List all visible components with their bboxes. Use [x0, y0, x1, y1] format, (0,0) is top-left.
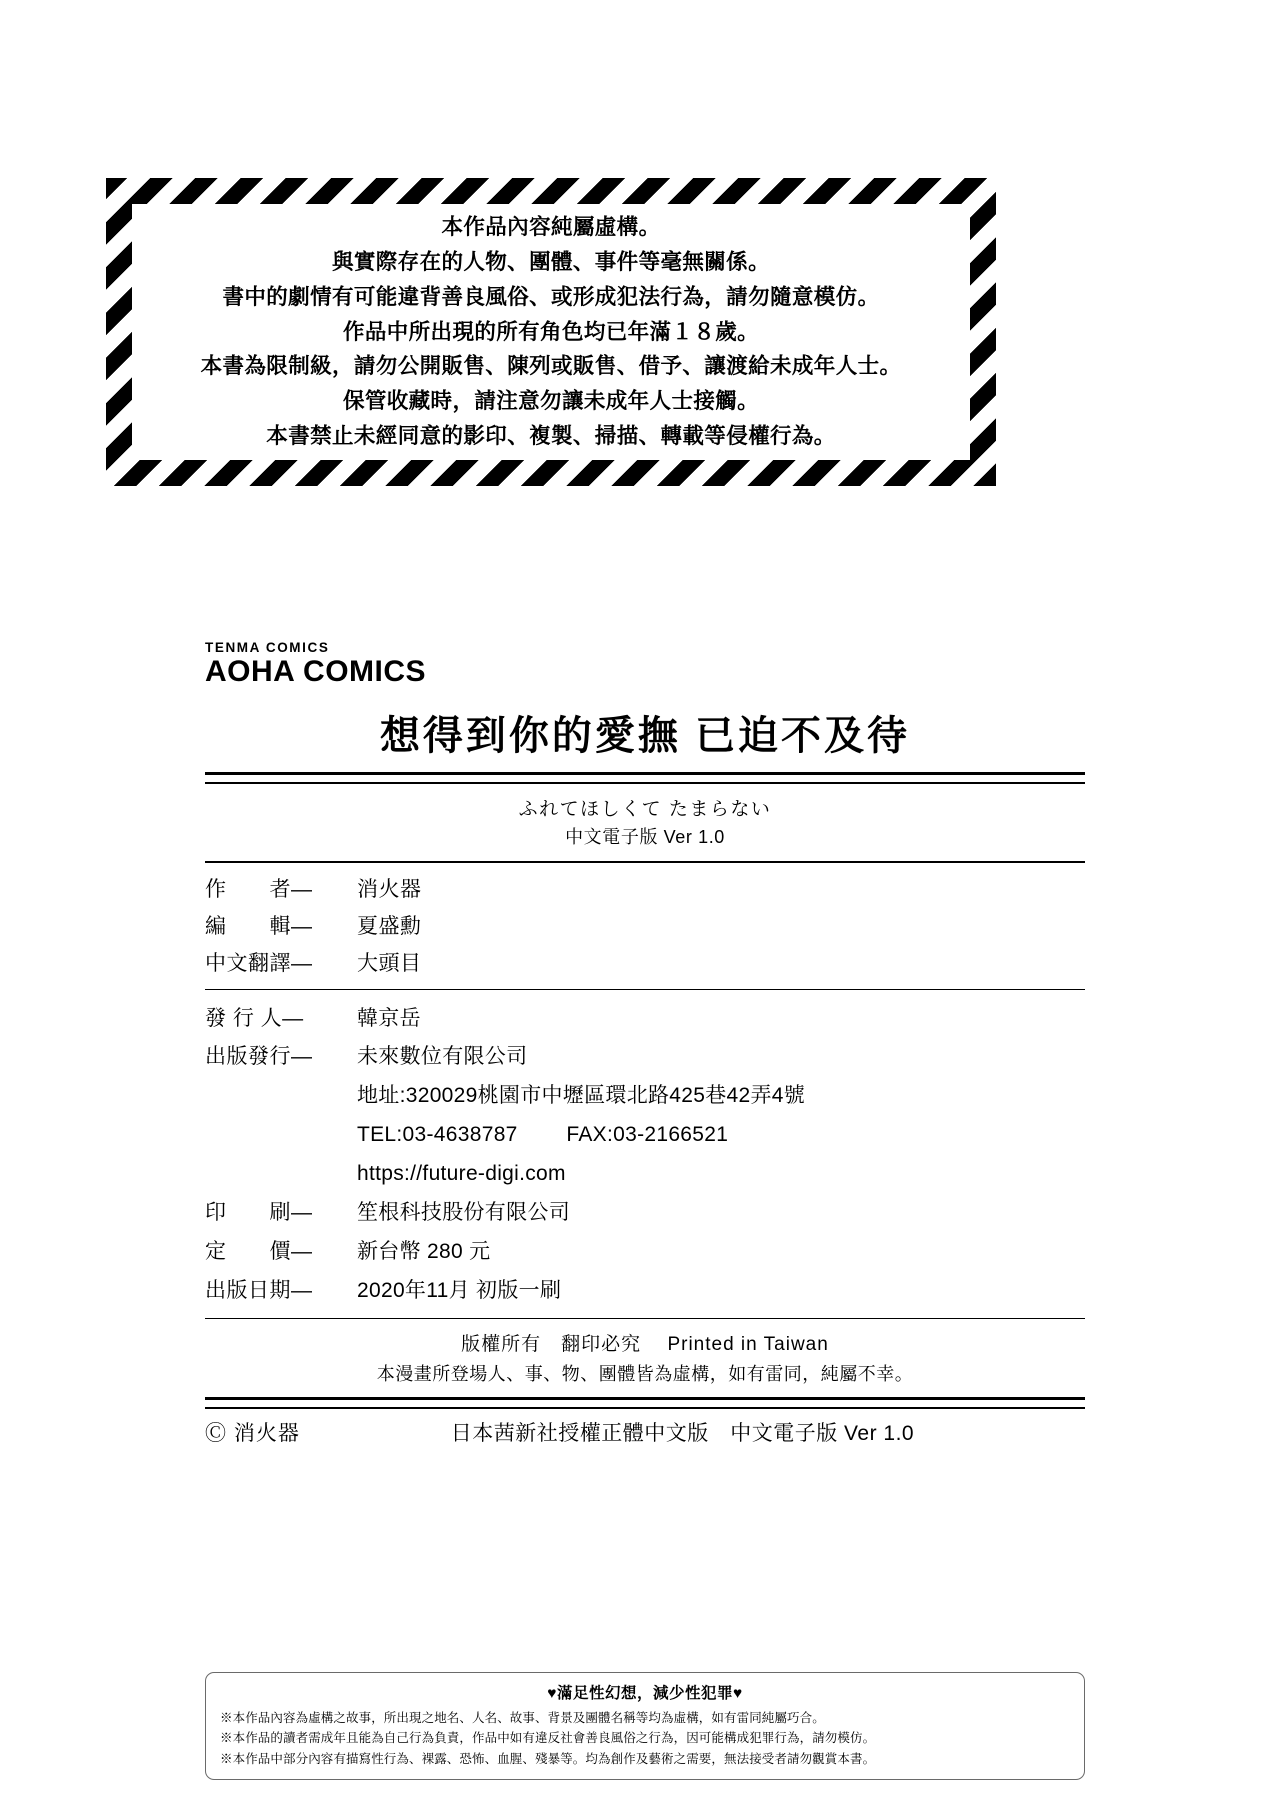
- copyright-row: [205, 1409, 1085, 1447]
- publisher-row: [205, 1038, 1085, 1077]
- license-note: 日本茜新社授權正體中文版 中文電子版 Ver 1.0: [450, 1421, 915, 1445]
- detail-label: 定 價—: [205, 1239, 313, 1263]
- warning-line: 本作品內容純屬虛構。: [441, 215, 661, 240]
- credit-value: 夏盛勳: [357, 914, 422, 938]
- title-divider: [205, 772, 1085, 784]
- credit-label: 中文翻譯—: [205, 952, 313, 976]
- detail-row: [205, 1233, 1085, 1272]
- detail-row: [205, 1272, 1085, 1311]
- publisher-value: 未來數位有限公司: [357, 1045, 528, 1069]
- publisher-value: 韓京岳: [357, 1006, 421, 1030]
- warning-line: 與實際存在的人物、團體、事件等毫無關係。: [331, 249, 770, 274]
- advisory-line: ※本作品中部分內容有描寫性行為、裸露、恐怖、血腥、殘暴等。均為創作及藝術之需要，無法接受者請勿觀賞本書。: [220, 1751, 876, 1766]
- advisory-line: ※本作品內容為虛構之故事，所出現之地名、人名、故事、背景及團體名稱等均為虛構，如有雷同純屬巧合。: [220, 1711, 825, 1725]
- imprint-logo: [205, 640, 1085, 688]
- detail-label: 印 刷—: [205, 1200, 313, 1224]
- publisher-row: [205, 1000, 1085, 1039]
- warning-line: 作品中所出現的所有角色均已年滿１８歲。: [342, 319, 760, 344]
- rights-note: [205, 1319, 1085, 1396]
- copyright-holder: Ⓒ 消火器: [205, 1421, 300, 1445]
- warning-line: 本書禁止未經同意的影印、複製、掃描、轉載等侵權行為。: [266, 424, 836, 449]
- credit-row: [205, 945, 1085, 982]
- publisher-website[interactable]: https://future-digi.com: [357, 1162, 566, 1185]
- publisher-label: 發 行 人—: [205, 1006, 304, 1030]
- detail-value: 2020年11月 初版一刷: [357, 1278, 562, 1302]
- advisory-line: ※本作品的讀者需成年且能為自己行為負責，作品中如有違反社會善良風俗之行為，因可能構成犯罪行為，請勿模仿。: [220, 1731, 876, 1746]
- edition-version: 中文電子版 Ver 1.0: [565, 826, 725, 847]
- detail-value: 笙根科技股份有限公司: [357, 1200, 570, 1224]
- credit-label: 作 者—: [205, 877, 313, 901]
- imprint-name-large: AOHA COMICS: [205, 655, 427, 688]
- imprint-name-small: TENMA COMICS: [205, 640, 330, 655]
- rights-line-1: 版權所有 翻印必究 Printed in Taiwan: [461, 1334, 829, 1356]
- advisory-title: ♥滿足性幻想，減少性犯罪♥: [547, 1685, 743, 1702]
- detail-value: 新台幣 280 元: [357, 1239, 491, 1263]
- credit-row: [205, 871, 1085, 908]
- rights-line-2: 本漫畫所登場人、事、物、團體皆為虛構，如有雷同，純屬不幸。: [376, 1363, 914, 1384]
- detail-label: 出版日期—: [205, 1278, 313, 1302]
- publisher-address: 地址:320029桃園市中壢區環北路425巷42弄4號: [357, 1084, 806, 1108]
- credit-value: 消火器: [357, 877, 422, 901]
- warning-line: 保管收藏時，請注意勿讓未成年人士接觸。: [342, 389, 760, 414]
- credits-block: [205, 863, 1085, 989]
- publisher-phone-fax: TEL:03-4638787 FAX:03-2166521: [357, 1123, 729, 1147]
- warning-line: 本書為限制級，請勿公開販售、陳列或販售、借予、讓渡給未成年人士。: [200, 354, 902, 379]
- detail-row: [205, 1194, 1085, 1233]
- warning-line: 書中的劇情有可能違背善良風俗、或形成犯法行為，請勿隨意模仿。: [222, 284, 880, 309]
- warning-box: [106, 178, 996, 486]
- credit-row: [205, 908, 1085, 945]
- book-title-japanese: ふれてほしくて たまらない: [518, 798, 772, 820]
- warning-box-inner: [132, 204, 970, 460]
- footer-divider-bottom: [205, 1397, 1085, 1409]
- credit-label: 編 輯—: [205, 914, 313, 938]
- publisher-block: [205, 990, 1085, 1319]
- colophon: [205, 640, 1085, 1447]
- book-title: 想得到你的愛撫 已迫不及待: [379, 713, 911, 758]
- advisory-box: [205, 1672, 1085, 1780]
- credit-value: 大頭目: [357, 952, 422, 976]
- publisher-label: 出版發行—: [205, 1045, 313, 1069]
